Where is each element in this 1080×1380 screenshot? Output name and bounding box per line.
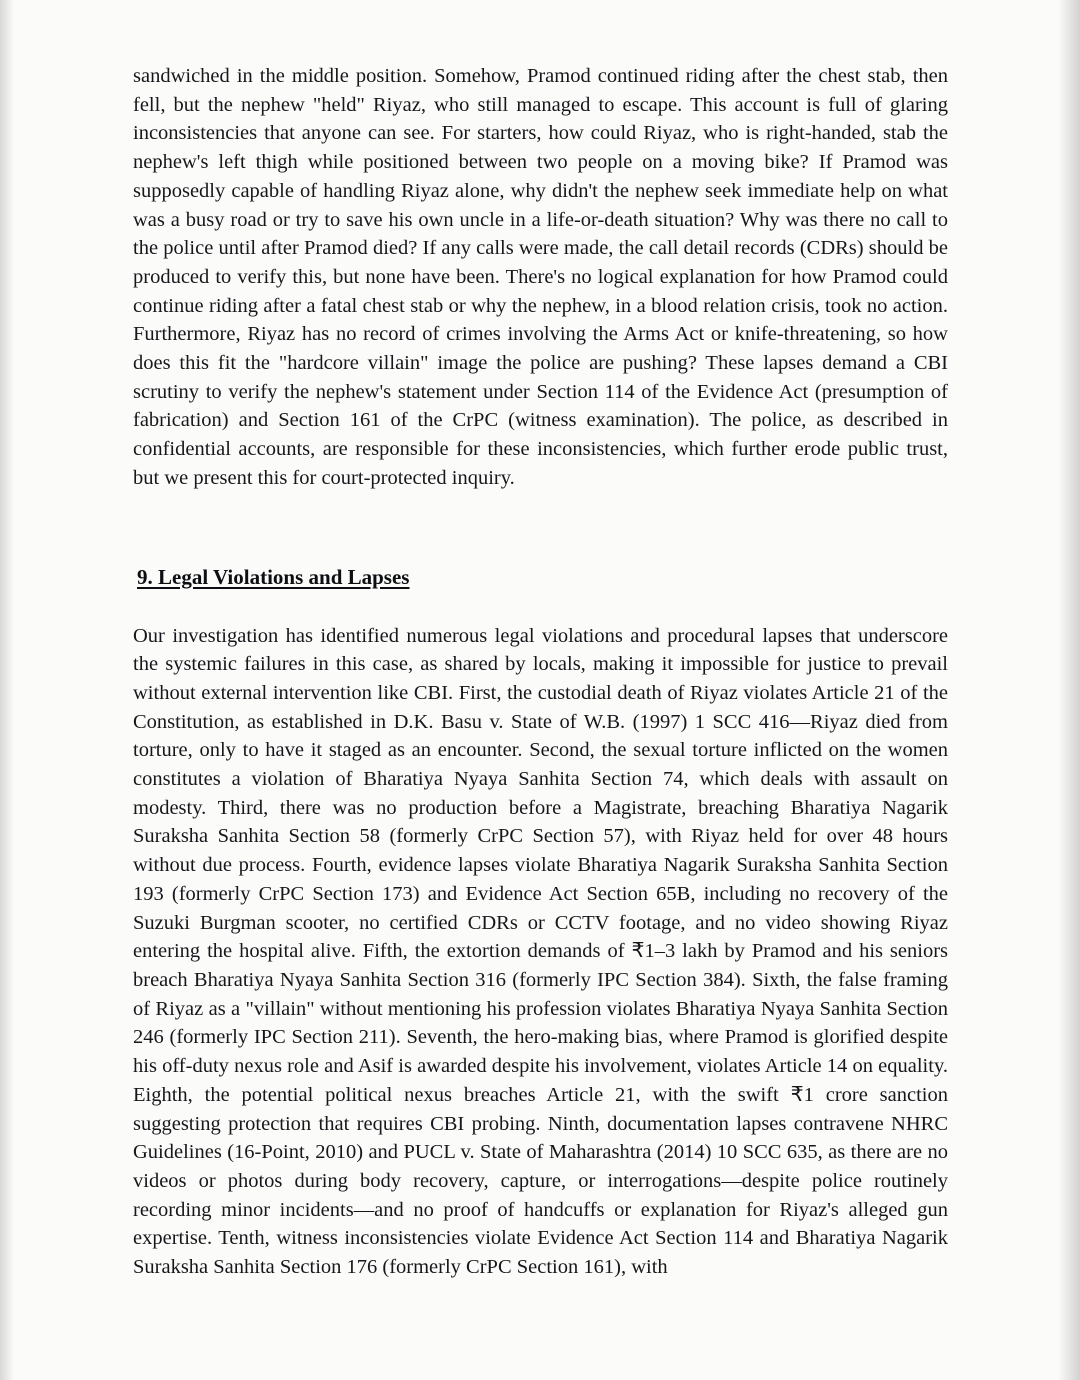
- paragraph-spacer: [133, 493, 948, 565]
- paragraph-legal-violations: Our investigation has identified numerous legal violations and procedural lapses that underscore the systemic failures in this case, as shared by locals, making it impossible for justice to prevail without external intervention like CBI. First, the custodial death of Riyaz violates Article 21 of the Constitution, as established in D.K. Basu v. State of W.B. (1997) 1 SCC 416—Riyaz died from torture, only to have it staged as an encounter. Second, the sexual torture inflicted on the women constitutes a violation of Bharatiya Nyaya Sanhita Section 74, which deals with assault on modesty. Third, there was no production before a Magistrate, breaching Bharatiya Nagarik Suraksha Sanhita Section 58 (formerly CrPC Section 57), with Riyaz held for over 48 hours without due process. Fourth, evidence lapses violate Bharatiya Nagarik Suraksha Sanhita Section 193 (formerly CrPC Section 173) and Evidence Act Section 65B, including no recovery of the Suzuki Burgman scooter, no certified CDRs or CCTV footage, and no video showing Riyaz entering the hospital alive. Fifth, the extortion demands of ₹1–3 lakh by Pramod and his seniors breach Bharatiya Nyaya Sanhita Section 316 (formerly IPC Section 384). Sixth, the false framing of Riyaz as a "villain" without mentioning his profession violates Bharatiya Nyaya Sanhita Section 246 (formerly IPC Section 211). Seventh, the hero-making bias, where Pramod is glorified despite his off-duty nexus role and Asif is awarded despite his involvement, violates Article 14 on equality. Eighth, the potential political nexus breaches Article 21, with the swift ₹1 crore sanction suggesting protection that requires CBI probing. Ninth, documentation lapses contravene NHRC Guidelines (16-Point, 2010) and PUCL v. State of Maharashtra (2014) 10 SCC 635, as there are no videos or photos during body recovery, capture, or interrogations—despite police routinely recording minor incidents—and no proof of handcuffs or explanation for Riyaz's alleged gun expertise. Tenth, witness inconsistencies violate Evidence Act Section 114 and Bharatiya Nagarik Suraksha Sanhita Section 176 (formerly CrPC Section 161), with: [133, 624, 948, 1279]
- paragraph-continuation: sandwiched in the middle position. Somehow, Pramod continued riding after the chest stab, then fell, but the nephew "held" Riyaz, who still managed to escape. This account is full of glaring inconsistencies that anyone can see. For starters, how could Riyaz, who is right-handed, stab the nephew's left thigh while positioned between two people on a moving bike? If Pramod was supposedly capable of handling Riyaz alone, why didn't the nephew seek immediate help on what was a busy road or try to save his own uncle in a life-or-death situation? Why was there no call to the police until after Pramod died? If any calls were made, the call detail records (CDRs) should be produced to verify this, but none have been. There's no logical explanation for how Pramod could continue riding after a fatal chest stab or why the nephew, in a blood relation crisis, took no action. Furthermore, Riyaz has no record of crimes involving the Arms Act or knife-threatening, so how does this fit the "hardcore villain" image the police are pushing? These lapses demand a CBI scrutiny to verify the nephew's statement under Section 114 of the Evidence Act (presumption of fabrication) and Section 161 of the CrPC (witness examination). The police, as described in confidential accounts, are responsible for these inconsistencies, which further erode public trust, but we present this for court-protected inquiry.: [133, 65, 948, 489]
- section-heading-legal-violations: 9. Legal Violations and Lapses: [137, 564, 410, 589]
- page-content: [133, 62, 948, 1282]
- heading-spacer: [133, 590, 948, 622]
